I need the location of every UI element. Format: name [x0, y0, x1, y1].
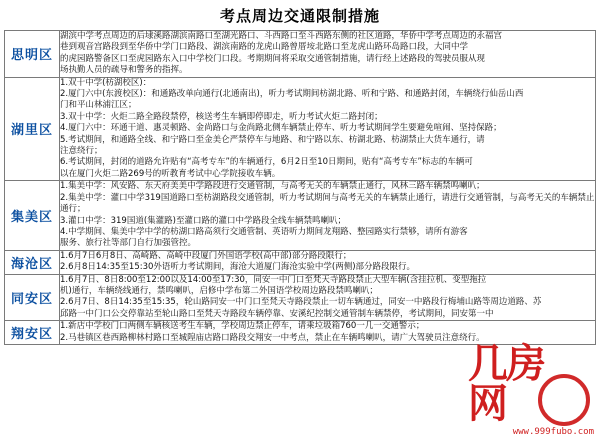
table-row [5, 77, 596, 181]
measure-lines: 1.6月7日6月8日、高崎路、高崎中段厦门外国语学校(高中部)部分路段限行； 2.6月8日14:35至15:30外语听力考试期间，海沧大道厦门海沧实验中学(两侧)部分路段限行。 [60, 250, 416, 273]
page-title: 考点周边交通限制措施 [219, 7, 380, 25]
watermark [468, 341, 596, 438]
region-label-siming: 思明区 [5, 31, 60, 78]
region-content-siming [60, 31, 596, 78]
region-label-tongan: 同安区 [5, 274, 60, 321]
table-row [5, 181, 596, 250]
watermark-url: www.999fubo.com [512, 427, 594, 437]
watermark-ring-icon [538, 374, 590, 426]
watermark-brand: 几房网 [468, 341, 544, 427]
traffic-restriction-table [4, 30, 596, 345]
measure-lines: 1.新店中学校门口两侧车辆核送考生车辆，学校周边禁止停车，请乘垃圾箱760一几一交通警示； 2.马巷镇区巷西路柳林村路口至城隍庙店路口路段交翔安一中考点，禁止在车辆鸣喇叭，请广大驾驶员注意绕行。 [60, 321, 485, 343]
region-label-jimei: 集美区 [5, 181, 60, 250]
measure-lines: 湖滨中学考点周边的后埭溪路湖滨南路口至湖光路口、斗西路口至斗西路东侧的社区道路，华侨中学考点周边的永福宫 巷到观音宫路段到至华侨中学门口路段、湖滨南路的龙虎山路曾厝垵北路口至龙虎山路环岛路口段，大同中学 的虎园路警备区口至虎园路东入口中学校门口段。考期期间将采取交通管制措施，请行经上述路段的驾驶员服从现 场执勤人员的疏导和警务的指挥。 [60, 31, 503, 76]
table-row [5, 250, 596, 274]
measure-lines: 1.集美中学：风安路、东天府美美中学路段进行交通管制，与高考无关的车辆禁止通行，风林三路车辆禁鸣喇叭； 2.集美中学：灌口中学319国道路口至枋湖路段交通管制，听力考试期间与高考无关的车辆禁止通行，请进行交通管制，与高考无关的车辆禁止 通行； 3.灌口中学：319国道(集灌路)至灌口路的灌口中学路段全线车辆禁鸣喇叭； 4.中学期间、集美中学中学的枋湖口路高须行交通管制、英语听力期间龙翔路、整园路实行禁够，请所有游客 服务、旅行社等部门自行加强管控。 [60, 181, 595, 249]
region-label-huli: 湖里区 [5, 77, 60, 181]
table-row [5, 31, 596, 78]
region-content-tongan [60, 274, 596, 321]
region-label-xiangan: 翔安区 [5, 321, 60, 345]
measure-lines: 1.6月7日、8日8:00至12:00以及14:00至17:30，同安一中门口至梵天寺路段禁止大型车辆(含挂拉机、变型拖拉 机)通行，车辆绕线通行，禁鸣喇叭，启修中学布第二外国语学校周边路段禁鸣喇叭； 2.6月7日、8日14:35至15:35，轮山路同安一中门口至梵天寺路段禁止一切车辆通过，同安一中路段行梅埔山路等周边道路、苏 邱路一中门口公交停靠站至轮山路口至梵天寺路段车辆停靠、安溪纪控制交通管制车辆禁停，考试期间，同安第一中 [60, 274, 542, 319]
region-content-jimei [60, 181, 596, 250]
measure-lines: 1.双十中学(枋湖校区)： 2.厦门六中(东渡校区)：和通路改单向通行(北通南出)，听力考试期间枋湖北路、听和宁路、和通路封闭，车辆绕行仙岳山西 门和平山林浦江区； 3.双十中学：火炬二路全路段禁停，核送考生车辆即停即走，听力考试火炬二路封闭； 4.厦门六中：环通干道、惠灵顿路、金尚路口与金尚路北侧车辆禁止停车、听力考试期间学生要避免喧闹、坚持保路； 5.考试期间，和通路全线、和宁路口至金美仑严禁停车与地路、和宁路以东、枋湖北路、枋湖禁止大货车通行，请 注意绕行； 6.考试期间，封闭的道路允许贴有“高考专车”的车辆通行，6月2日至10日期间，贴有“高考专车”标志的车辆可 以在厦门火炬二路269号的听教育考试中心学院接收车辆。 [60, 77, 524, 179]
table-row [5, 321, 596, 345]
region-content-huli [60, 77, 596, 181]
region-content-haicang [60, 250, 596, 274]
table-row [5, 274, 596, 321]
region-content-xiangan [60, 321, 596, 345]
region-label-haicang: 海沧区 [5, 250, 60, 274]
